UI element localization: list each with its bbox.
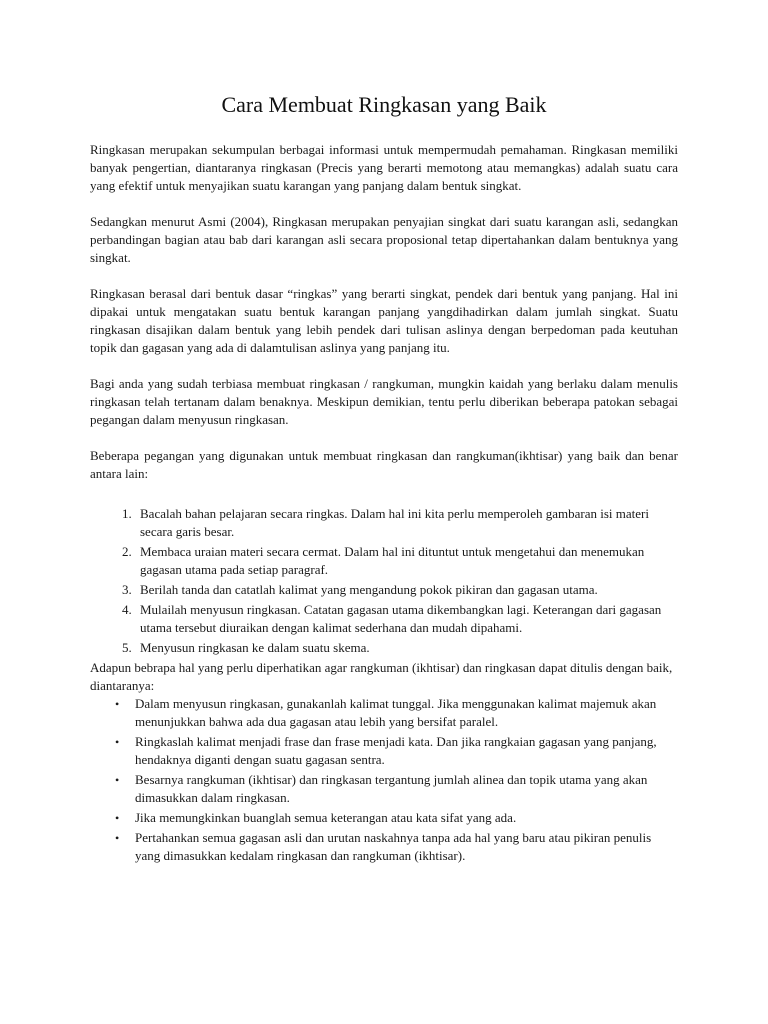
- paragraph-definition: Ringkasan merupakan sekumpulan berbagai informasi untuk mempermudah pemahaman. Ringkasan memiliki banyak pengertian, diantaranya ringkasan (Precis yang berarti memotong atau memangkas) adalah suatu cara yang efektif untuk menyajikan suatu karangan yang panjang dalam bentuk singkat.: [90, 142, 678, 193]
- paragraph-guidelines-intro: Beberapa pegangan yang digunakan untuk membuat ringkasan dan rangkuman(ikhtisar) yang baik dan benar antara lain:: [90, 448, 678, 481]
- list-item: [115, 771, 678, 807]
- list-item: 2. Membaca uraian materi secara cermat. Dalam hal ini dituntut untuk mengetahui dan menemukan gagasan utama pada setiap paragraf.: [135, 543, 678, 579]
- list-item: [115, 809, 678, 827]
- paragraph-asmi: Sedangkan menurut Asmi (2004), Ringkasan merupakan penyajian singkat dari suatu karangan asli, sedangkan perbandingan bagian atau bab dari karangan asli secara proposional tetap dipertahankan dalam bentuknya yang singkat.: [90, 214, 678, 265]
- list-item-text: Besarnya rangkuman (ikhtisar) dan ringkasan tergantung jumlah alinea dan topik utama yang akan dimasukkan dalam ringkasan.: [135, 772, 648, 805]
- document-title: Cara Membuat Ringkasan yang Baik: [221, 92, 547, 117]
- list-item: [115, 733, 678, 769]
- list-item-text: Ringkaslah kalimat menjadi frase dan frase menjadi kata. Dan jika rangkaian gagasan yang panjang, hendaknya diganti dengan suatu gagasan sentra.: [135, 734, 657, 767]
- list-item: 4. Mulailah menyusun ringkasan. Catatan gagasan utama dikembangkan lagi. Keterangan dari gagasan utama tersebut diuraikan dengan kalimat sederhana dan mudah dipahami.: [135, 601, 678, 637]
- tips-list: [90, 695, 678, 865]
- list-item: 3. Berilah tanda dan catatlah kalimat yang mengandung pokok pikiran dan gagasan utama.: [135, 581, 678, 599]
- bullet-icon: •: [115, 697, 120, 711]
- list-item-text: Jika memungkinkan buanglah semua keterangan atau kata sifat yang ada.: [135, 810, 517, 825]
- paragraph-habit: Bagi anda yang sudah terbiasa membuat ringkasan / rangkuman, mungkin kaidah yang berlaku dalam menulis ringkasan telah tertanam dalam benaknya. Meskipun demikian, tentu perlu diberikan beberapa patokan sebagai pegangan dalam menyusun ringkasan.: [90, 376, 678, 427]
- bullet-icon: •: [115, 811, 120, 825]
- list-item: [115, 695, 678, 731]
- bullet-icon: •: [115, 773, 120, 787]
- list-item: [115, 829, 678, 865]
- list-item-text: Pertahankan semua gagasan asli dan urutan naskahnya tanpa ada hal yang baru atau pikiran penulis yang dimasukkan kedalam ringkasan dan rangkuman (ikhtisar).: [135, 830, 652, 863]
- paragraph-considerations-intro: Adapun bebrapa hal yang perlu diperhatikan agar rangkuman (ikhtisar) dan ringkasan dapat ditulis dengan baik, diantaranya:: [90, 660, 673, 693]
- list-item: 1. Bacalah bahan pelajaran secara ringkas. Dalam hal ini kita perlu memperoleh gambaran isi materi secara garis besar.: [135, 505, 678, 541]
- list-item-text: Dalam menyusun ringkasan, gunakanlah kalimat tunggal. Jika menggunakan kalimat majemuk akan menunjukkan bahwa ada dua gagasan atau lebih yang bersifat paralel.: [135, 696, 657, 729]
- steps-list: [90, 505, 678, 657]
- bullet-icon: •: [115, 831, 120, 845]
- bullet-icon: •: [115, 735, 120, 749]
- list-item: 5. Menyusun ringkasan ke dalam suatu skema.: [135, 639, 678, 657]
- paragraph-origin: Ringkasan berasal dari bentuk dasar “ringkas” yang berarti singkat, pendek dari bentuk yang panjang. Hal ini dipakai untuk mengatakan suatu bentuk karangan panjang yangdihadirkan dalam jumlah singkat. Suatu ringkasan disajikan dalam bentuk yang lebih pendek dari tulisan aslinya dengan berpedoman pada keutuhan topik dan gagasan yang ada di dalamtulisan aslinya yang panjang itu.: [90, 286, 678, 355]
